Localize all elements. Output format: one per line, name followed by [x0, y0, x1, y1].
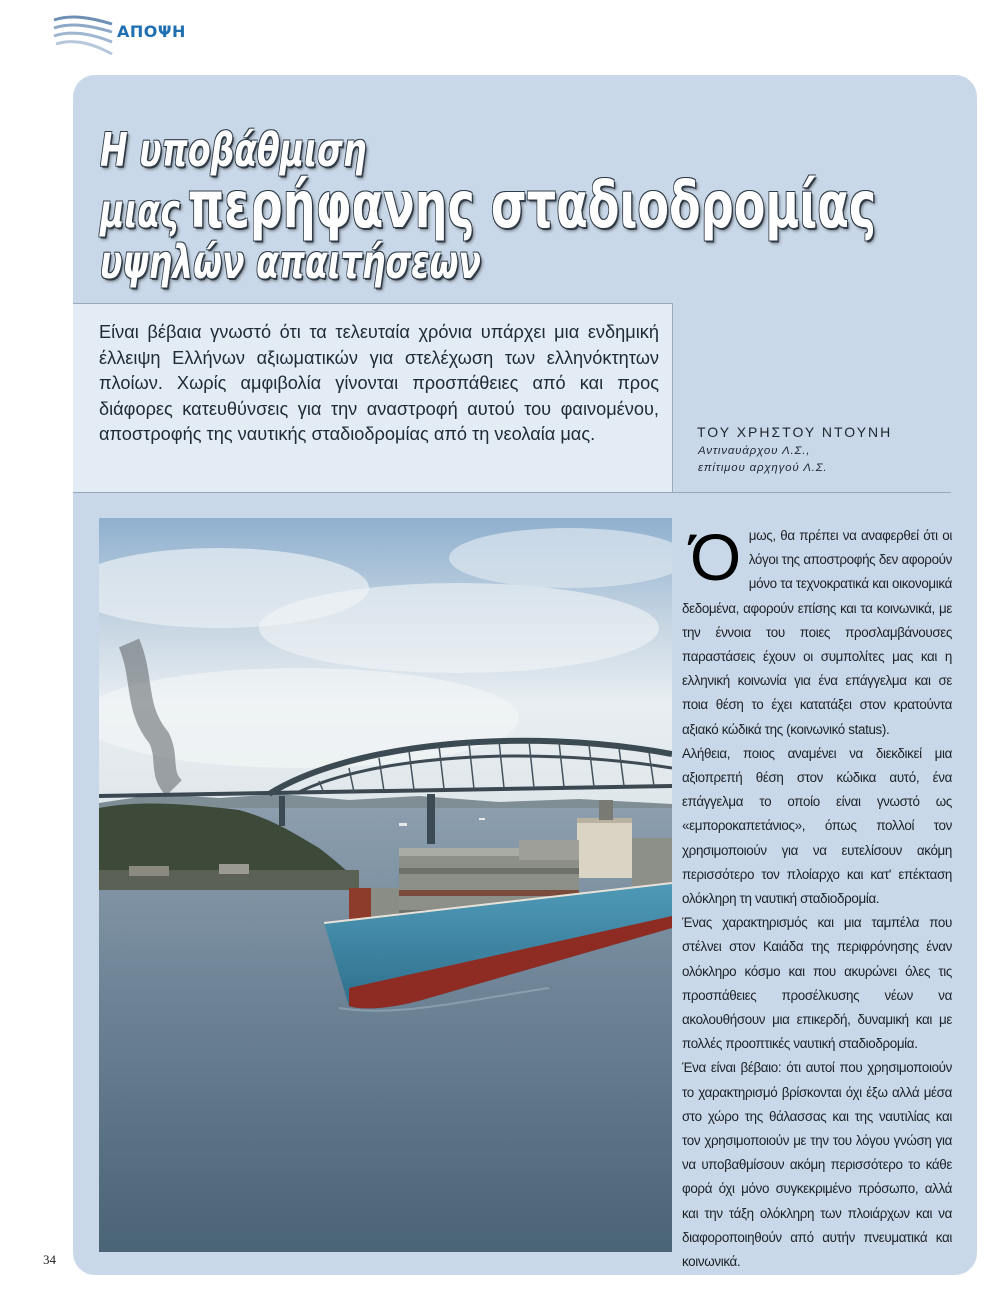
title-line-2-small: μιας — [100, 183, 180, 238]
section-logo-waves — [52, 14, 114, 62]
author-role-line-2: επίτιμου αρχηγού Λ.Σ. — [698, 462, 828, 474]
body-paragraph-2: Αλήθεια, ποιος αναμένει να διεκδικεί μια αξιοπρεπή θέση στον κώδικα αυτό, ένα επάγγελμα το οποίο είναι γνωστό ως «εμποροκαπετάνιος», όπως πολλοί τον χρησιμοποιούν για να ευτελίσουν ακόμη περισσότερο τον πλοίαρχο και κατ' επέκταση ολόκληρη τη ναυτική σταδιοδρομία. — [682, 745, 952, 907]
drop-cap: Ό — [690, 520, 741, 594]
ship-bridge-photo — [99, 518, 672, 1252]
author-role — [697, 443, 947, 477]
author-name: ΤΟΥ ΧΡΗΣΤΟΥ ΝΤΟΥΝΗ — [697, 424, 893, 440]
body-paragraph-4: Ένα είναι βέβαιο: ότι αυτοί που χρησιμοποιούν το χαρακτηρισμό βρίσκονται όχι έξω αλλά μέσα στο χώρο της θάλασσας και της ναυτιλίας και τον χρησιμοποιούν με την του λόγου γνώση για να υποβαθμίσουν ακόμη περισσότερο το κάθε φορά όχι μόνο συγκεκριμένο πρόσωπο, αλλά και την τάξη ολόκληρη των πλοιάρχων και να διαφοροποιηθούν από αυτήν πνευματικά και κοινωνικά. — [682, 1060, 952, 1270]
title-line-2 — [100, 168, 877, 243]
title-line-2-big: περήφανης σταδιοδρομίας — [187, 168, 877, 243]
page-number: 34 — [43, 1252, 56, 1267]
section-label: ΑΠΟΨΗ — [117, 22, 186, 41]
title-line-1: Η υποβάθμιση — [100, 123, 367, 177]
divider — [673, 492, 951, 493]
body-paragraph-3: Ένας χαρακτηρισμός και μια ταμπέλα που στέλνει στον Καιάδα της περιφρόνησης έναν ολόκληρο κόσμο και που ακυρώνει όλες τις προσπάθειες προσέλκυσης νέων να ακολουθήσουν μια επικερδή, δυναμική και με πολλές προοπτικές ναυτική σταδιοδρομία. — [682, 915, 952, 1052]
body-paragraph-1: μως, θα πρέπει να αναφερθεί ότι οι λόγοι της αποστροφής δεν αφορούν μόνο τα τεχνοκρατικά και οικονομικά δεδομένα, αφορούν επίσης και τα κοινωνικά, με την έννοια του ποιες προσλαμβάνουσες παραστάσεις έχουν οι συμπολίτες μας και η ελληνική κοινωνία για ένα επάγγελμα και σε ποια θέση το έχει κατατάξει στον κρατούντα αξιακό κώδικά της (κοινωνικό status). — [682, 528, 952, 737]
byline — [697, 424, 947, 477]
lead-paragraph: Είναι βέβαια γνωστό ότι τα τελευταία χρόνια υπάρχει μια ενδημική έλλειψη Ελλήνων αξιωματικών για στελέχωση των ελληνόκτητων πλοίων. Χωρίς αμφιβολία γίνονται προσπάθειες από και προς διάφορες κατευθύνσεις για την αναστροφή αυτού του φαινομένου, αποστροφής της ναυτικής σταδιοδρομίας από τη νεολαία μας. — [99, 322, 659, 445]
title-line-3: υψηλών απαιτήσεων — [100, 235, 481, 290]
author-role-line-1: Αντιναυάρχου Λ.Σ., — [698, 445, 811, 457]
article-title — [100, 123, 877, 290]
article-body — [682, 520, 952, 1274]
